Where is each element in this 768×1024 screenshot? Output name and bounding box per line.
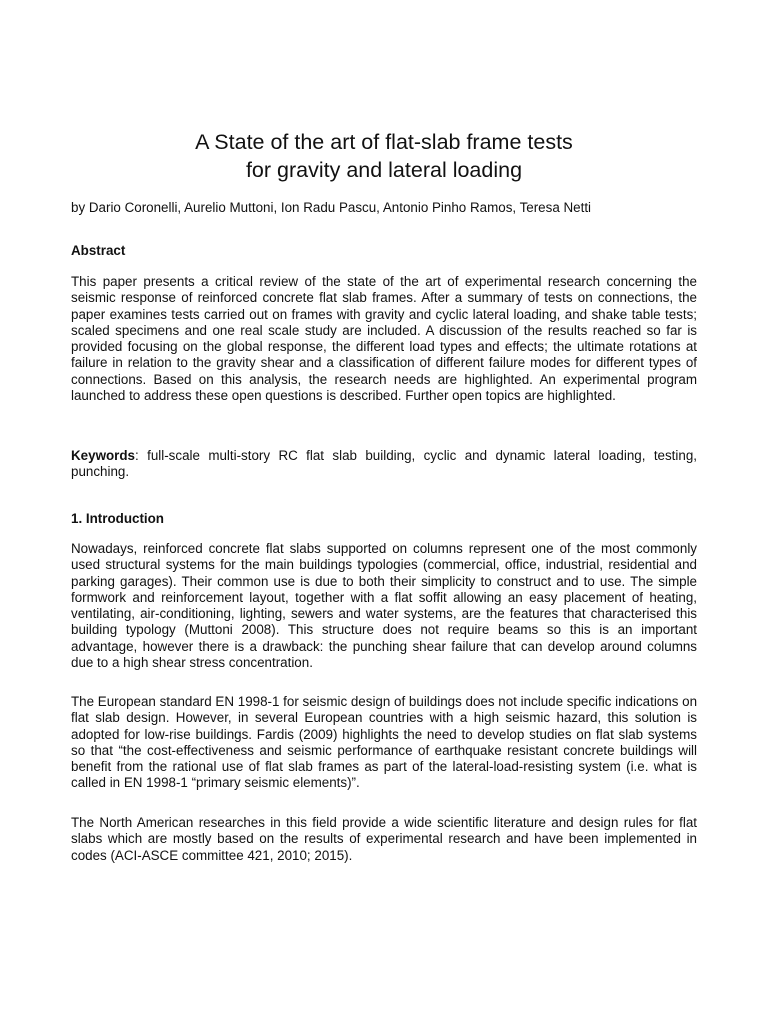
intro-paragraph: The European standard EN 1998-1 for seismic design of buildings does not include specific indications on flat slab design. However, in several European countries with a high seismic hazard, this solution is adopted for low-rise buildings. Fardis (2009) highlights the need to develop studies on flat slab systems so that “the cost-effectiveness and seismic performance of earthquake resistant concrete buildings will benefit from the rational use of flat slab frames as part of the lateral-load-resisting system (i.e. what is called in EN 1998-1 “primary seismic elements)”. [71, 694, 698, 791]
title-line-1: A State of the art of flat-slab frame tests [195, 130, 573, 154]
keywords-label: Keywords [71, 448, 135, 463]
abstract-heading: Abstract [71, 243, 126, 258]
author-list: by Dario Coronelli, Aurelio Muttoni, Ion Radu Pascu, Antonio Pinho Ramos, Teresa Netti [71, 200, 592, 215]
intro-paragraph: Nowadays, reinforced concrete flat slabs supported on columns represent one of the most commonly used structural systems for the main buildings typologies (commercial, office, industrial, residential and parking garages). Their common use is due to both their simplicity to construct and to use. The simple formwork and reinforcement layout, together with a flat soffit allowing an easy placement of heating, ventilating, air-conditioning, lighting, sewers and water systems, are the features that characterised this building typology (Muttoni 2008). This structure does not require beams so this is an important advantage, however there is a drawback: the punching shear failure that can develop around columns due to a high shear stress concentration. [71, 541, 697, 671]
keywords [71, 448, 697, 481]
paper-title [71, 128, 697, 184]
intro-paragraph: The North American researches in this field provide a wide scientific literature and design rules for flat slabs which are mostly based on the results of experimental research and have been implemented in codes (ACI-ASCE committee 421, 2010; 2015). [71, 815, 697, 863]
title-line-2: for gravity and lateral loading [245, 158, 523, 182]
introduction-heading: 1. Introduction [71, 511, 164, 526]
keywords-text: : full-scale multi-story RC flat slab building, cyclic and dynamic lateral loading, testing, punching. [71, 448, 697, 480]
abstract-text: This paper presents a critical review of the state of the art of experimental research concerning the seismic response of reinforced concrete flat slab frames. After a summary of tests on connections, the paper examines tests carried out on frames with gravity and cyclic lateral loading, and shake table tests; scaled specimens and one real scale study are included. A discussion of the results reached so far is provided focusing on the global response, the different load types and effects; the ultimate rotations at failure in relation to the gravity shear and a classification of different failure modes for different types of connections. Based on this analysis, the research needs are highlighted. An experimental program launched to address these open questions is described. Further open topics are highlighted. [71, 274, 697, 404]
